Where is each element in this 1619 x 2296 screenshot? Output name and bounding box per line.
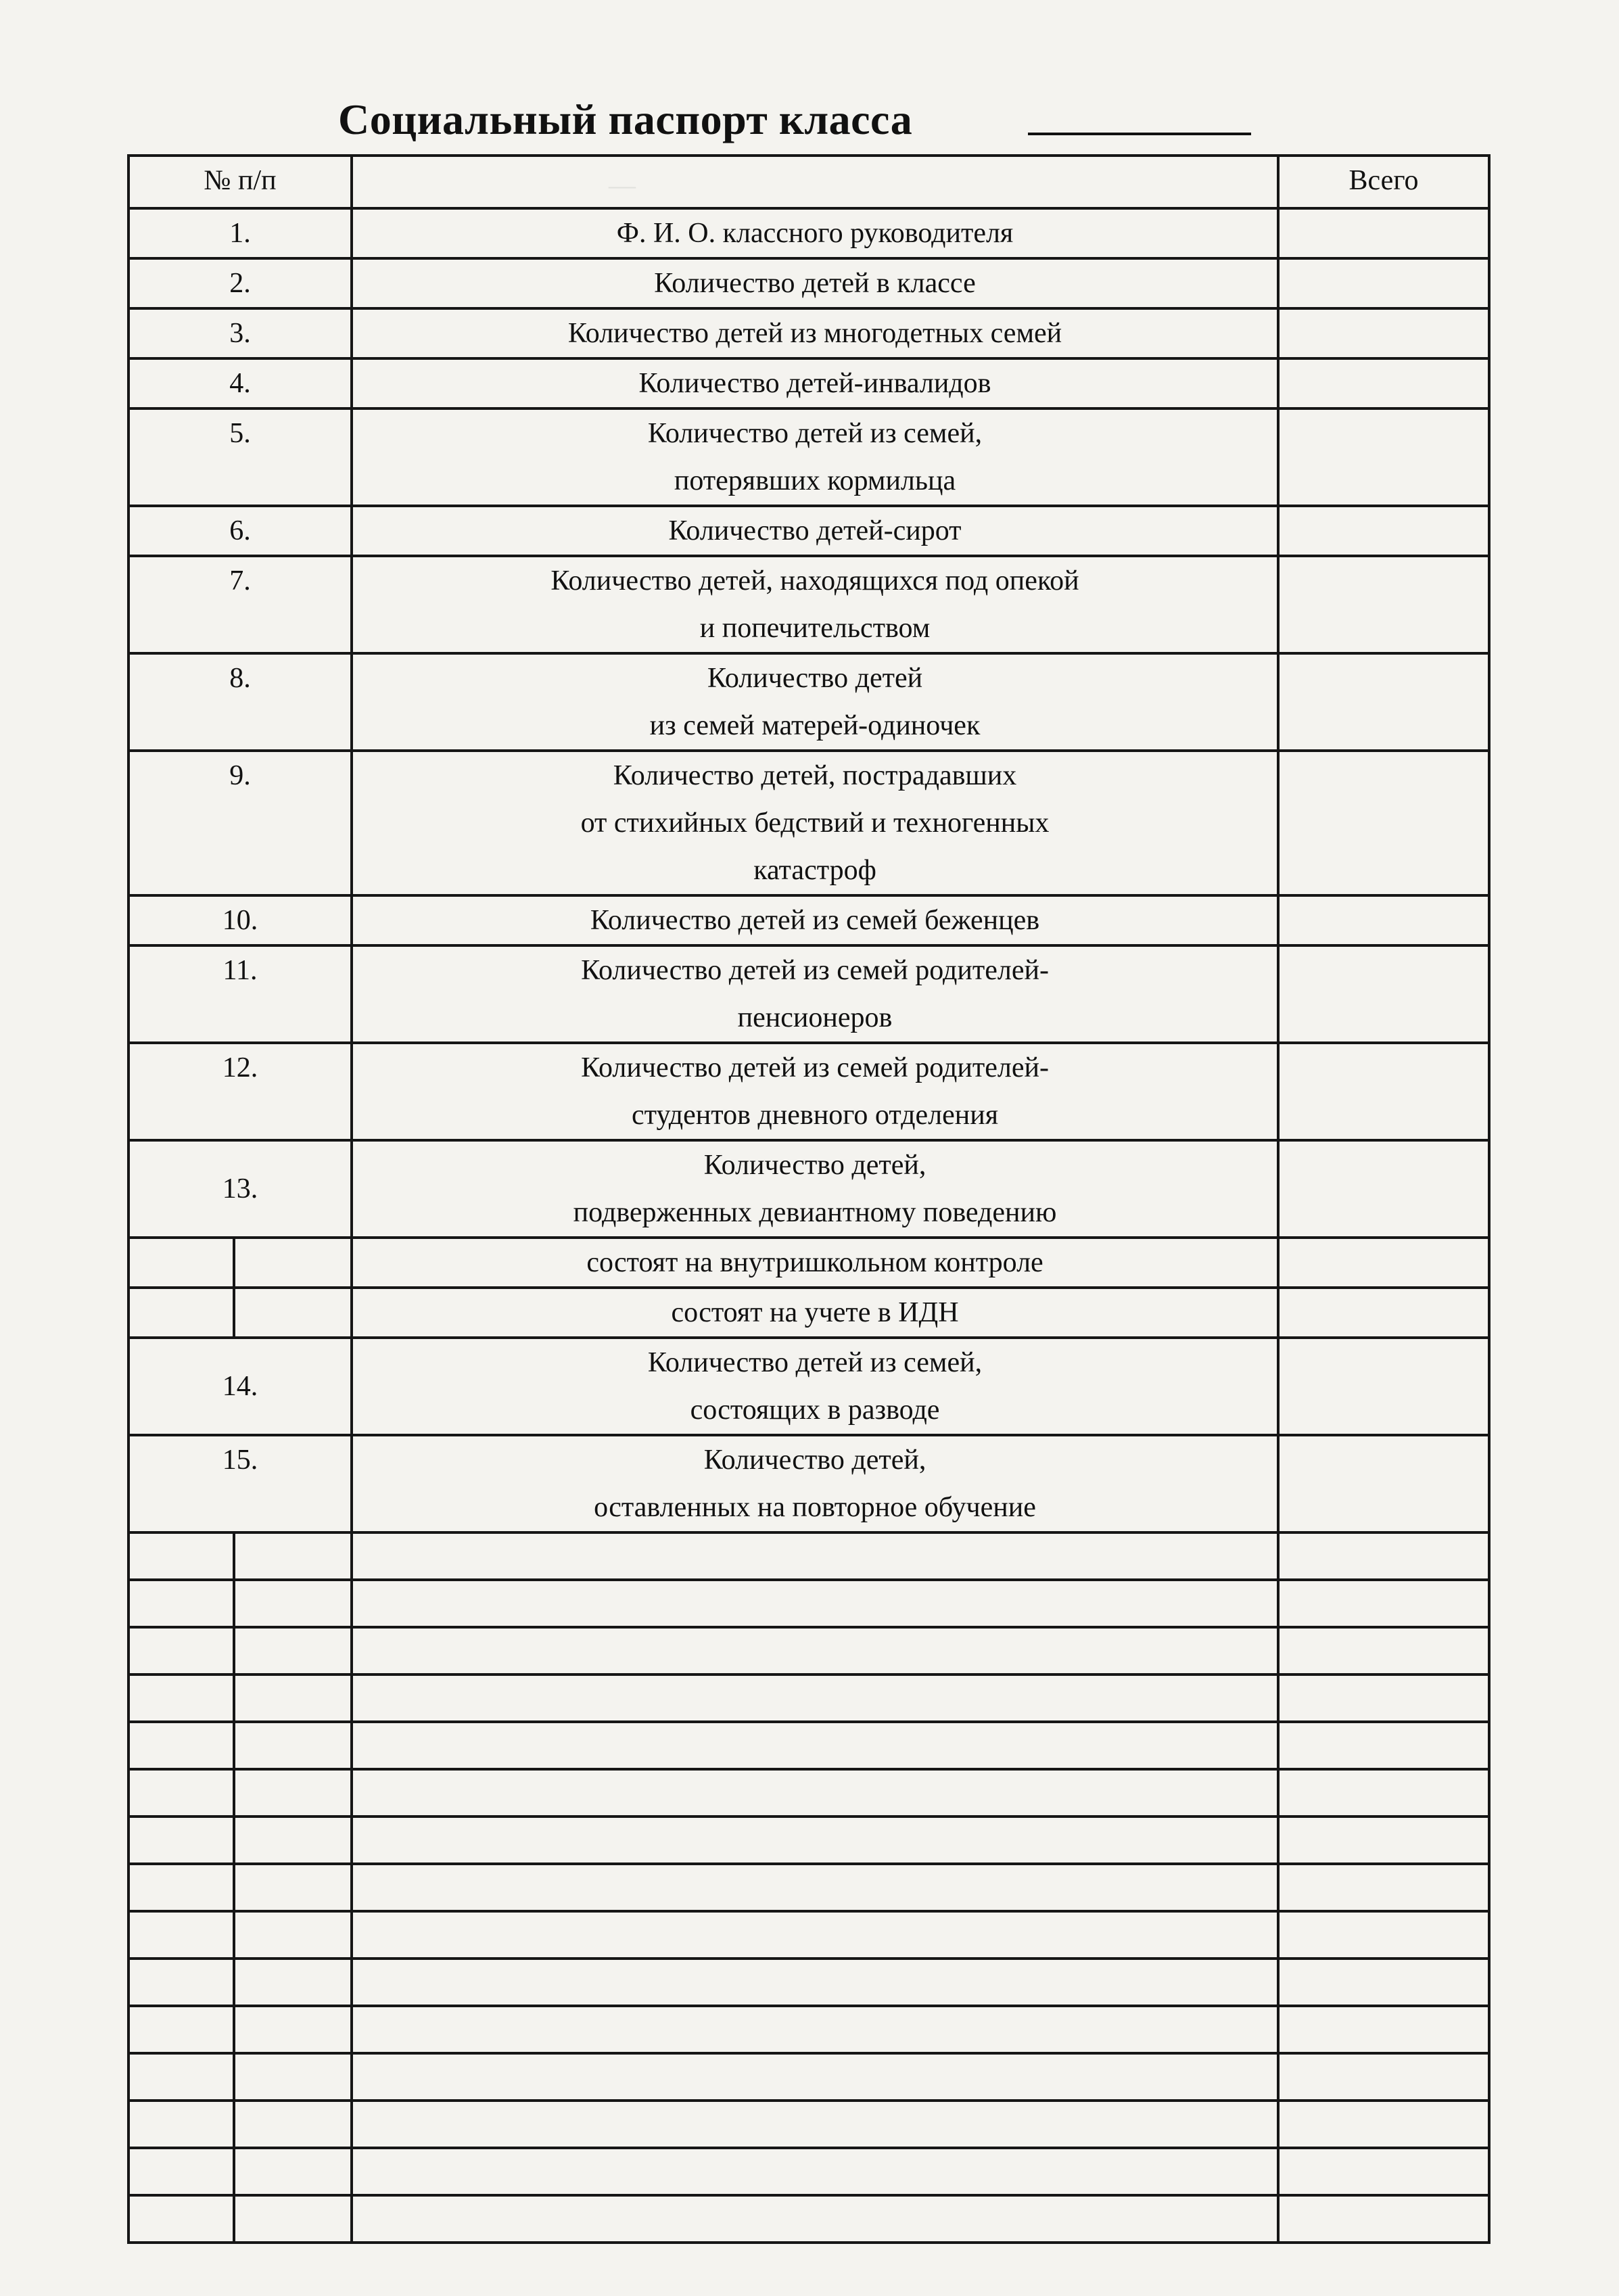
total-cell[interactable] — [1278, 1140, 1489, 1238]
indicator-line: Количество детей из семей беженцев — [590, 905, 1040, 936]
total-cell[interactable] — [1278, 1238, 1489, 1288]
row-number: 12. — [128, 1043, 352, 1140]
empty-cell[interactable] — [1278, 2006, 1489, 2053]
empty-row — [128, 1532, 1489, 1580]
empty-cell — [234, 2148, 352, 2195]
empty-row — [128, 1769, 1489, 1817]
empty-cell — [234, 1532, 352, 1580]
row-number: 10. — [128, 895, 352, 945]
row-number: 9. — [128, 751, 352, 895]
empty-row — [128, 2195, 1489, 2243]
row-number: 8. — [128, 653, 352, 751]
row-number: 4. — [128, 358, 352, 408]
row-indicator — [352, 506, 1278, 556]
empty-row — [128, 1580, 1489, 1627]
row-number: 14. — [128, 1338, 352, 1435]
indicator-line: подверженных девиантному поведению — [573, 1197, 1057, 1228]
table-row — [128, 895, 1489, 945]
empty-row — [128, 2101, 1489, 2148]
empty-cell[interactable] — [1278, 1817, 1489, 1864]
row-indicator — [352, 1288, 1278, 1338]
bleed-through-mark: — — [609, 170, 636, 200]
empty-cell — [234, 2195, 352, 2243]
header-indicator — [352, 156, 1278, 208]
indicator-line: Количество детей из семей, — [647, 1347, 983, 1378]
empty-cell[interactable] — [1278, 1769, 1489, 1817]
empty-cell — [234, 2101, 352, 2148]
indicator-line: Количество детей, — [703, 1445, 926, 1476]
indicator-line: от стихийных бедствий и техногенных — [580, 807, 1050, 839]
indicator-line: оставленных на повторное обучение — [594, 1492, 1036, 1523]
empty-cell — [128, 1864, 234, 1911]
indicator-line: Количество детей в классе — [654, 268, 976, 299]
empty-cell[interactable] — [1278, 2053, 1489, 2101]
empty-cell[interactable] — [352, 1722, 1278, 1769]
table-subrow — [128, 1288, 1489, 1338]
empty-row — [128, 2006, 1489, 2053]
row-indicator — [352, 1338, 1278, 1435]
total-cell[interactable] — [1278, 1338, 1489, 1435]
empty-cell — [128, 1959, 234, 2006]
title-underline — [1028, 133, 1251, 135]
row-number: 5. — [128, 408, 352, 506]
row-number: 2. — [128, 258, 352, 308]
empty-cell — [128, 1817, 234, 1864]
empty-cell[interactable] — [352, 1674, 1278, 1722]
table-row — [128, 258, 1489, 308]
row-number: 13. — [128, 1140, 352, 1238]
total-cell[interactable] — [1278, 556, 1489, 653]
row-indicator — [352, 945, 1278, 1043]
table-row — [128, 1140, 1489, 1238]
table-row — [128, 653, 1489, 751]
empty-cell — [234, 1580, 352, 1627]
empty-cell[interactable] — [352, 2053, 1278, 2101]
empty-row — [128, 1722, 1489, 1769]
empty-cell[interactable] — [1278, 2148, 1489, 2195]
empty-row — [128, 2148, 1489, 2195]
total-cell[interactable] — [1278, 895, 1489, 945]
indicator-line: из семей матерей-одиночек — [649, 710, 981, 741]
row-number: 15. — [128, 1435, 352, 1532]
header-num: № п/п — [128, 156, 352, 208]
empty-cell[interactable] — [352, 2101, 1278, 2148]
row-indicator — [352, 358, 1278, 408]
indicator-line: пенсионеров — [737, 1002, 893, 1033]
table-row — [128, 1338, 1489, 1435]
indicator-line: состоят на учете в ИДН — [671, 1297, 959, 1328]
empty-cell[interactable] — [1278, 1627, 1489, 1674]
row-indicator — [352, 208, 1278, 258]
indicator-line: студентов дневного отделения — [632, 1100, 999, 1131]
sub-number-empty — [234, 1288, 352, 1338]
indicator-line: Ф. И. О. классного руководителя — [616, 218, 1014, 249]
row-number: 6. — [128, 506, 352, 556]
table-row — [128, 1043, 1489, 1140]
empty-cell — [128, 2195, 234, 2243]
row-indicator — [352, 1238, 1278, 1288]
empty-cell[interactable] — [1278, 1580, 1489, 1627]
empty-cell[interactable] — [1278, 1532, 1489, 1580]
row-indicator — [352, 308, 1278, 358]
empty-cell[interactable] — [1278, 2195, 1489, 2243]
total-cell[interactable] — [1278, 1435, 1489, 1532]
empty-cell[interactable] — [352, 1817, 1278, 1864]
empty-cell[interactable] — [1278, 1674, 1489, 1722]
empty-cell — [128, 1674, 234, 1722]
table-row — [128, 208, 1489, 258]
empty-cell[interactable] — [352, 2195, 1278, 2243]
row-indicator — [352, 895, 1278, 945]
row-number: 3. — [128, 308, 352, 358]
row-indicator — [352, 258, 1278, 308]
total-cell[interactable] — [1278, 308, 1489, 358]
empty-cell — [234, 1627, 352, 1674]
table-header-row — [128, 156, 1489, 208]
indicator-line: Количество детей из семей родителей- — [581, 1052, 1049, 1083]
empty-cell — [128, 2148, 234, 2195]
total-cell[interactable] — [1278, 653, 1489, 751]
row-indicator — [352, 556, 1278, 653]
empty-cell — [234, 1674, 352, 1722]
empty-row — [128, 1674, 1489, 1722]
page-title: Социальный паспорт класса — [338, 95, 913, 143]
indicator-line: Количество детей, — [703, 1150, 926, 1181]
empty-cell[interactable] — [1278, 2101, 1489, 2148]
row-indicator — [352, 1435, 1278, 1532]
empty-cell — [234, 1817, 352, 1864]
empty-cell[interactable] — [352, 1959, 1278, 2006]
empty-cell[interactable] — [352, 1532, 1278, 1580]
indicator-line: Количество детей — [707, 663, 923, 694]
empty-cell[interactable] — [1278, 1864, 1489, 1911]
total-cell[interactable] — [1278, 358, 1489, 408]
table-row — [128, 358, 1489, 408]
indicator-line: Количество детей-сирот — [668, 515, 962, 546]
indicator-line: Количество детей из семей, — [647, 418, 983, 449]
table-subrow — [128, 1238, 1489, 1288]
empty-cell[interactable] — [352, 2006, 1278, 2053]
empty-cell[interactable] — [352, 1864, 1278, 1911]
empty-cell — [128, 1722, 234, 1769]
empty-row — [128, 2053, 1489, 2101]
total-cell[interactable] — [1278, 408, 1489, 506]
header-total: Всего — [1278, 156, 1489, 208]
indicator-line: потерявших кормильца — [674, 465, 956, 496]
row-number: 7. — [128, 556, 352, 653]
row-indicator — [352, 1043, 1278, 1140]
indicator-line: состоят на внутришкольном контроле — [586, 1247, 1043, 1278]
indicator-line: и попечительством — [699, 613, 931, 644]
row-number: 1. — [128, 208, 352, 258]
row-number-empty — [128, 1238, 234, 1288]
empty-cell[interactable] — [352, 1627, 1278, 1674]
row-indicator — [352, 1140, 1278, 1238]
empty-row — [128, 1864, 1489, 1911]
empty-cell — [128, 1532, 234, 1580]
empty-row — [128, 1817, 1489, 1864]
empty-cell — [234, 1769, 352, 1817]
indicator-line: Количество детей из многодетных семей — [567, 318, 1062, 349]
indicator-line: состоящих в разводе — [690, 1395, 940, 1426]
empty-cell — [128, 1911, 234, 1959]
table-row — [128, 945, 1489, 1043]
empty-cell[interactable] — [1278, 1959, 1489, 2006]
empty-cell[interactable] — [1278, 1911, 1489, 1959]
empty-cell[interactable] — [352, 1769, 1278, 1817]
indicator-line: катастроф — [753, 855, 876, 886]
row-number-empty — [128, 1288, 234, 1338]
empty-row — [128, 1911, 1489, 1959]
empty-cell — [234, 1722, 352, 1769]
row-indicator — [352, 408, 1278, 506]
total-cell[interactable] — [1278, 506, 1489, 556]
table-row — [128, 1435, 1489, 1532]
empty-cell — [234, 1911, 352, 1959]
row-indicator — [352, 653, 1278, 751]
table-row — [128, 751, 1489, 895]
indicator-line: Количество детей из семей родителей- — [581, 955, 1049, 986]
empty-cell — [234, 1864, 352, 1911]
table-row — [128, 308, 1489, 358]
table-row — [128, 506, 1489, 556]
row-indicator — [352, 751, 1278, 895]
empty-cell — [128, 1769, 234, 1817]
empty-cell — [234, 1959, 352, 2006]
total-cell[interactable] — [1278, 751, 1489, 895]
empty-cell — [128, 2101, 234, 2148]
table-row — [128, 408, 1489, 506]
empty-cell[interactable] — [352, 1911, 1278, 1959]
empty-cell — [234, 2053, 352, 2101]
total-cell[interactable] — [1278, 258, 1489, 308]
empty-row — [128, 1959, 1489, 2006]
indicator-line: Количество детей, пострадавших — [613, 760, 1017, 791]
passport-table — [127, 154, 1491, 2244]
empty-cell — [128, 2053, 234, 2101]
total-cell[interactable] — [1278, 1043, 1489, 1140]
indicator-line: Количество детей, находящихся под опекой — [550, 565, 1079, 596]
empty-cell — [128, 2006, 234, 2053]
empty-cell[interactable] — [1278, 1722, 1489, 1769]
empty-cell[interactable] — [352, 1580, 1278, 1627]
empty-cell — [128, 1627, 234, 1674]
sub-number-empty — [234, 1238, 352, 1288]
total-cell[interactable] — [1278, 1288, 1489, 1338]
empty-cell — [128, 1580, 234, 1627]
empty-cell — [234, 2006, 352, 2053]
empty-row — [128, 1627, 1489, 1674]
indicator-line: Количество детей-инвалидов — [638, 368, 991, 399]
total-cell[interactable] — [1278, 945, 1489, 1043]
row-number: 11. — [128, 945, 352, 1043]
empty-cell[interactable] — [352, 2148, 1278, 2195]
total-cell[interactable] — [1278, 208, 1489, 258]
table-row — [128, 556, 1489, 653]
